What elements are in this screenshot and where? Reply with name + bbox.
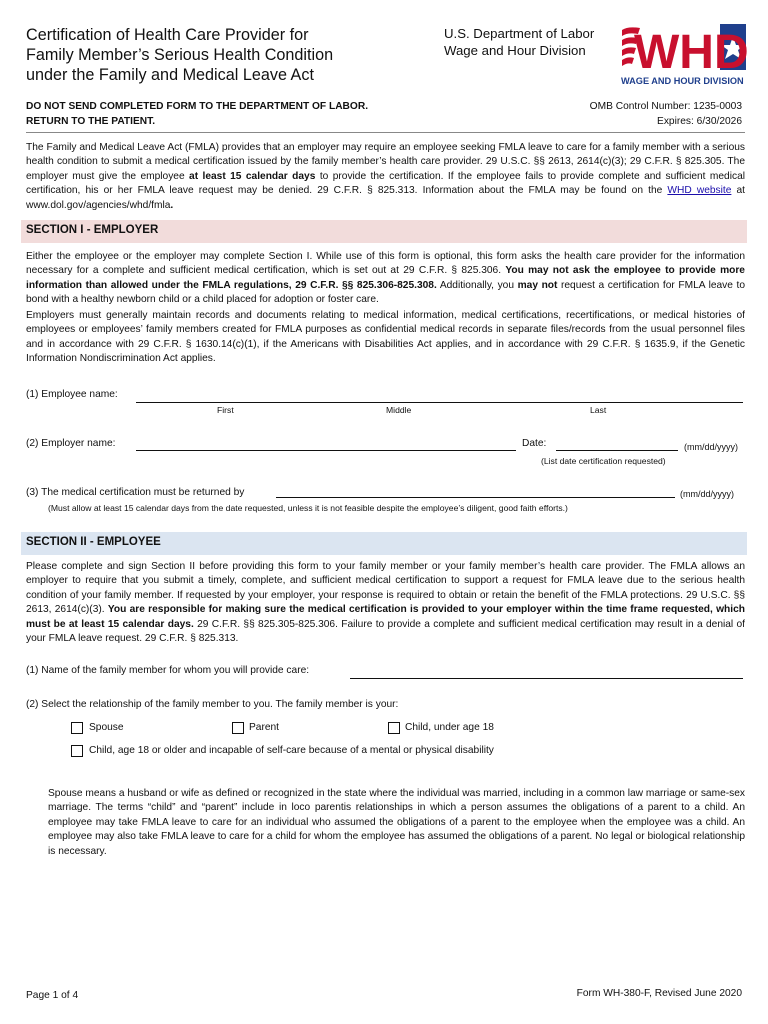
family-member-name-field[interactable]	[350, 678, 743, 679]
notice-line: RETURN TO THE PATIENT.	[26, 116, 156, 127]
employer-name-field[interactable]	[136, 450, 516, 451]
section-1-text: request a certification for FMLA leave to bond with a healthy newborn child or a child placed for adoption or foster care.	[26, 279, 746, 306]
intro-bold: at least 15 calendar days	[189, 170, 316, 182]
omb-expiry: Expires: 6/30/2026	[657, 116, 742, 127]
form-title-line: Certification of Health Care Provider for	[26, 26, 309, 44]
section-1-header	[21, 220, 747, 243]
employer-name-label: (2) Employer name:	[26, 438, 116, 449]
date-label: Date:	[522, 438, 547, 449]
omb-info	[590, 99, 742, 129]
omb-number: OMB Control Number: 1235-0003	[589, 101, 742, 112]
section-1-bold: You may not ask the employee to provide more information than allowed under the FMLA regulations, 29 C.F.R. §§ 825.306-825.308.	[26, 265, 745, 291]
date-caption: (List date certification requested)	[541, 456, 666, 466]
child-under-18-checkbox[interactable]	[388, 722, 400, 734]
form-revision: Form WH-380-F, Revised June 2020	[576, 988, 742, 999]
notice-line: DO NOT SEND COMPLETED FORM TO THE DEPARTMENT OF LABOR.	[26, 101, 369, 112]
child-18-or-older-option-label: Child, age 18 or older and incapable of self-care because of a mental or physical disability	[89, 745, 494, 756]
agency-name	[444, 25, 594, 59]
spouse-checkbox[interactable]	[71, 722, 83, 734]
middle-name-caption: Middle	[386, 405, 412, 415]
section-2-paragraph	[26, 560, 745, 646]
relationship-definition: Spouse means a husband or wife as defined or recognized in the state where the individual was married, including in a common law marriage or same-sex marriage. The terms “child” and “parent” include in loco parentis relationships in which a person assumes the obligations of a parent to a child. An employee may take FMLA leave to care for an individual who assumed the obligations of a parent to the employee when the employee was a child. An employee may also take FMLA leave to care for a child for whom the employee has assumed the obligations of a parent. No legal or biological relationship is necessary.	[48, 788, 745, 857]
child-18-or-older-checkbox[interactable]	[71, 745, 83, 757]
agency-line: U.S. Department of Labor	[444, 26, 595, 41]
relationship-label: (2) Select the relationship of the family member to you. The family member is your:	[26, 699, 399, 710]
parent-option-label: Parent	[249, 722, 280, 733]
last-name-caption: Last	[590, 405, 607, 415]
return-notice	[26, 99, 368, 129]
spouse-option-label: Spouse	[89, 722, 124, 733]
intro-text: at www.dol.gov/agencies/whd/fmla	[26, 185, 745, 211]
employee-name-field[interactable]	[136, 402, 743, 403]
return-format-hint: (mm/dd/yyyy)	[680, 489, 734, 499]
date-requested-field[interactable]	[556, 450, 678, 451]
intro-text: to provide the certification. If the employee fails to provide complete and sufficient medical certification, his or her FMLA leave request may be denied. 29 C.F.R. § 825.313. Information about the FMLA may be found on the	[26, 170, 746, 197]
family-member-name-label: (1) Name of the family member for whom you will provide care:	[26, 665, 310, 676]
section-1-text: Either the employee or the employer may complete Section I. While use of this form is optional, this form asks the health care provider for the information necessary for a complete and sufficient medical certification, which is set out at 29 C.F.R. § 825.306.	[26, 251, 745, 277]
form-title-line: under the Family and Medical Leave Act	[26, 66, 314, 84]
date-format-hint: (mm/dd/yyyy)	[684, 442, 738, 452]
logo-caption: WAGE AND HOUR DIVISION	[621, 76, 744, 86]
logo-text: WHD	[634, 26, 748, 79]
section-2-heading: SECTION II - EMPLOYEE	[26, 536, 161, 548]
whd-logo	[618, 16, 748, 92]
form-title	[26, 25, 333, 85]
intro-paragraph	[26, 141, 745, 213]
parent-checkbox[interactable]	[232, 722, 244, 734]
child-under-18-option-label: Child, under age 18	[405, 722, 494, 733]
intro-period: .	[170, 199, 174, 211]
first-name-caption: First	[217, 405, 234, 415]
return-by-note: (Must allow at least 15 calendar days from the date requested, unless it is not feasible despite the employee’s diligent, good faith efforts.)	[48, 503, 568, 513]
whd-logo-graphic	[618, 16, 748, 92]
section-2-bold: You are responsible for making sure the medical certification is provided to your employer within the time frame requested, which must be at least 15 calendar days.	[26, 604, 745, 630]
page-number: Page 1 of 4	[26, 990, 79, 1001]
whd-website-link[interactable]: WHD website	[667, 185, 732, 197]
section-1-paragraph-2: Employers must generally maintain records and documents relating to medical information, medical certifications, recertifications, or medical histories of employees or employees’ family members created for FMLA purposes as confidential medical records in separate files/records from the usual personnel files and in accordance with 29 C.F.R. § 1630.14(c)(1), if the Americans with Disabilities Act applies, and in accordance with 29 C.F.R. § 1635.9, if the Genetic Information Nondiscrimination Act applies.	[26, 310, 745, 365]
header-divider	[26, 132, 745, 133]
section-1-text: Additionally, you	[436, 279, 518, 291]
form-title-line: Family Member’s Serious Health Condition	[26, 46, 334, 64]
return-by-label: (3) The medical certification must be returned by	[26, 487, 245, 498]
section-1-bold: may not	[517, 279, 558, 291]
intro-text: The Family and Medical Leave Act (FMLA) provides that an employer may require an employee seeking FMLA leave to care for a family member with a serious health condition to submit a medical certification issued by the family member’s health care provider. 29 U.S.C. §§ 2613, 2614(c)(3); 29 C.F.R. § 825.305. The employer must give the employee	[26, 142, 745, 182]
section-2-header	[21, 532, 747, 555]
return-by-field[interactable]	[276, 497, 675, 498]
agency-line: Wage and Hour Division	[444, 43, 586, 58]
section-2-text: 29 C.F.R. §§ 825.305-825.306. Failure to provide a complete and sufficient medical certification may result in a denial of your FMLA leave request. 29 C.F.R. § 825.313.	[26, 618, 746, 645]
section-2-text: Please complete and sign Section II before providing this form to your family member or your family member’s health care provider. The FMLA allows an employer to require that you submit a timely, complete, and sufficient medical certification to support a request for FMLA leave due to the serious health condition of your family member. If requested by your employer, your response is required to obtain or retain the benefit of the FMLA protections. 29 U.S.C. §§ 2613, 2614(c)(3).	[26, 561, 745, 616]
employee-name-label: (1) Employee name:	[26, 389, 118, 400]
section-1-heading: SECTION I - EMPLOYER	[26, 224, 159, 236]
section-1-paragraph-1	[26, 250, 745, 308]
